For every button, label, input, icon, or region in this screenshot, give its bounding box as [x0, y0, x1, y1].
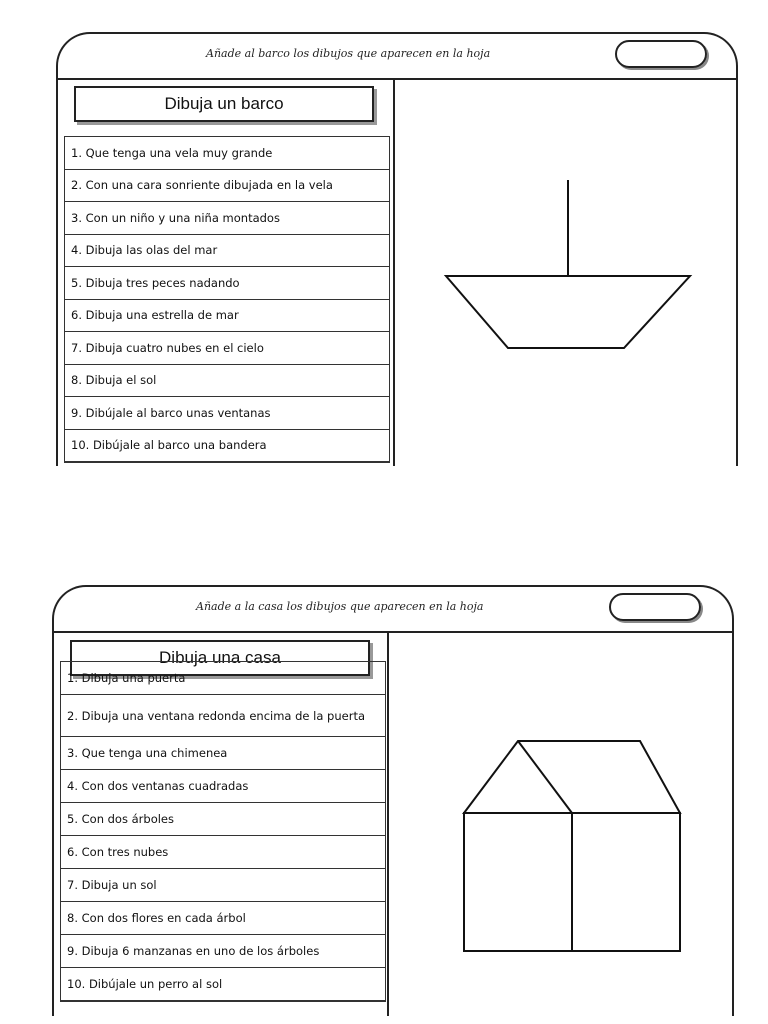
task-item: 6. Dibuja una estrella de mar [65, 300, 389, 333]
task-item: 4. Con dos ventanas cuadradas [61, 770, 385, 803]
task-item: 10. Dibújale un perro al sol [61, 968, 385, 1001]
house-roof-ridge [518, 741, 572, 813]
task-list [60, 661, 386, 1002]
task-item: 5. Con dos árboles [61, 803, 385, 836]
instruction-text: Añade al barco los dibujos que aparecen en la hoja [206, 47, 491, 60]
worksheet-header [58, 34, 736, 80]
worksheet-house [52, 585, 734, 1016]
task-item: 5. Dibuja tres peces nadando [65, 267, 389, 300]
name-box [609, 593, 701, 621]
task-item: 6. Con tres nubes [61, 836, 385, 869]
house-roof [464, 741, 680, 813]
task-item: 8. Con dos flores en cada árbol [61, 902, 385, 935]
name-box [615, 40, 707, 68]
task-item: 2. Con una cara sonriente dibujada en la vela [65, 170, 389, 203]
task-item: 4. Dibuja las olas del mar [65, 235, 389, 268]
boat-hull [446, 276, 690, 348]
task-item: 1. Que tenga una vela muy grande [65, 137, 389, 170]
boat-drawing [398, 80, 736, 466]
task-item: 7. Dibuja un sol [61, 869, 385, 902]
task-item: 10. Dibújale al barco una bandera [65, 430, 389, 463]
column-divider [393, 78, 395, 466]
task-item: 2. Dibuja una ventana redonda encima de la puerta [61, 695, 385, 737]
worksheet-header [54, 587, 732, 633]
worksheet-title: Dibuja un barco [74, 86, 374, 122]
worksheet-title: Dibuja una casa [70, 640, 370, 676]
task-item: 8. Dibuja el sol [65, 365, 389, 398]
worksheet-boat [56, 32, 738, 466]
task-item: 9. Dibújale al barco unas ventanas [65, 397, 389, 430]
instruction-text: Añade a la casa los dibujos que aparecen en la hoja [196, 600, 484, 613]
task-item: 3. Con un niño y una niña montados [65, 202, 389, 235]
task-item: 7. Dibuja cuatro nubes en el cielo [65, 332, 389, 365]
task-item: 9. Dibuja 6 manzanas en uno de los árboles [61, 935, 385, 968]
column-divider [387, 631, 389, 1016]
task-list [64, 136, 390, 463]
house-drawing [392, 633, 730, 1016]
task-item: 1. Dibuja una puerta [61, 662, 385, 695]
task-item: 3. Que tenga una chimenea [61, 737, 385, 770]
